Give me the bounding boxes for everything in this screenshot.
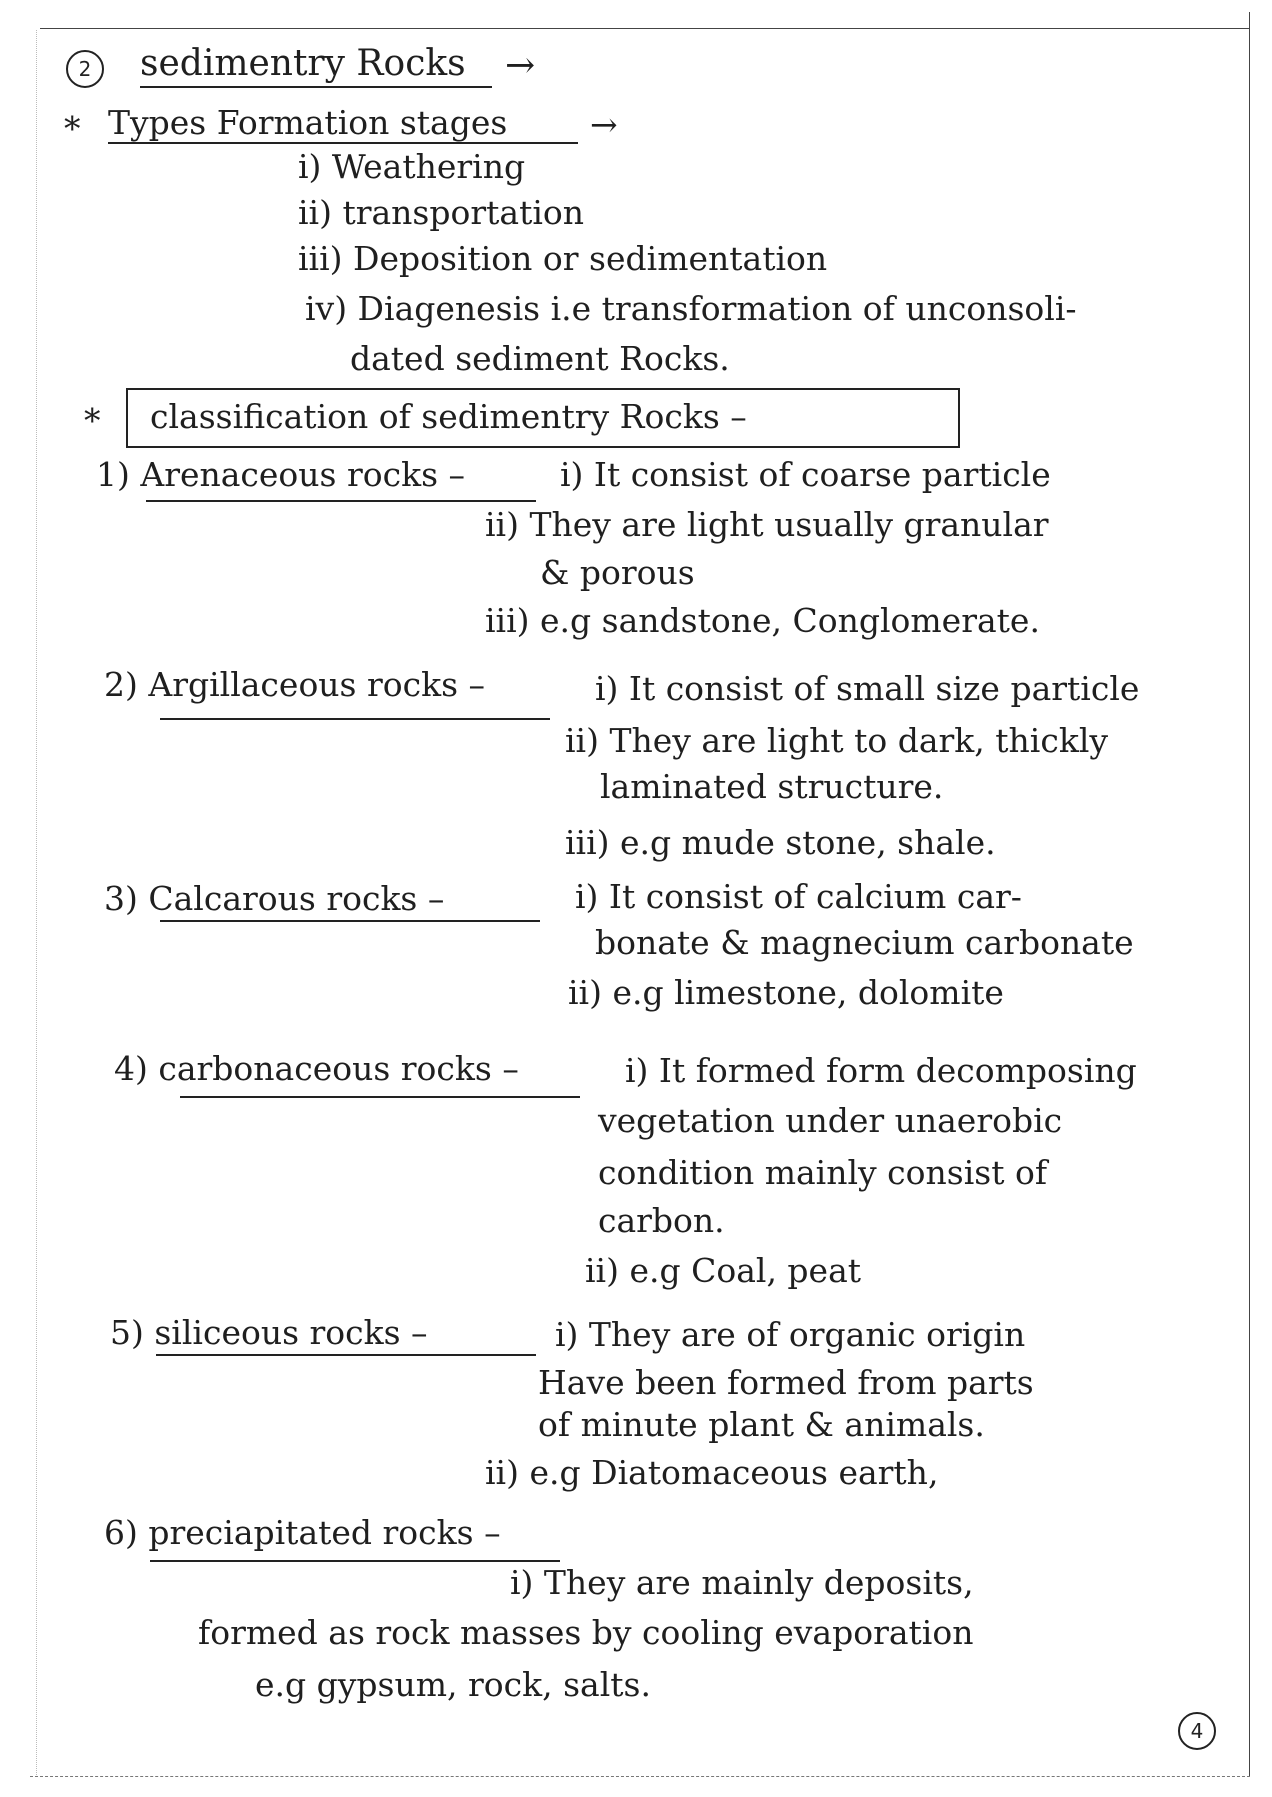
- rock-type-point: ii) They are light usually granular: [485, 505, 1049, 544]
- rock-type-point: ii) They are light to dark, thickly: [565, 721, 1109, 760]
- section-title: sedimentry Rocks: [140, 43, 466, 84]
- rock-type-underline: [150, 1560, 560, 1562]
- rock-type-point: i) It consist of small size particle: [595, 669, 1140, 708]
- rock-type-point: formed as rock masses by cooling evaporation: [198, 1613, 974, 1652]
- rock-type-point: ii) e.g limestone, dolomite: [568, 973, 1004, 1012]
- rock-type-name: 1) Arenaceous rocks –: [96, 455, 466, 494]
- rock-type-point: laminated structure.: [600, 767, 944, 806]
- formation-bullet: *: [64, 109, 81, 148]
- rock-type-point: Have been formed from parts: [538, 1363, 1034, 1402]
- formation-stage-continued: dated sediment Rocks.: [350, 339, 730, 378]
- rock-type-underline: [146, 500, 536, 502]
- rock-type-underline: [160, 920, 540, 922]
- rock-type-point: i) It consist of calcium car-: [575, 877, 1022, 916]
- page-border-left: [36, 30, 37, 1775]
- rock-type-underline: [156, 1354, 536, 1356]
- formation-arrow: →: [590, 105, 618, 144]
- classification-bullet: *: [84, 401, 101, 440]
- rock-type-point: iii) e.g mude stone, shale.: [565, 823, 996, 862]
- formation-stage: iv) Diagenesis i.e transformation of unconsoli-: [305, 289, 1077, 328]
- page-number: 4: [1178, 1712, 1216, 1750]
- rock-type-point: & porous: [540, 553, 695, 592]
- section-title-arrow: →: [505, 45, 536, 86]
- rock-type-underline: [180, 1096, 580, 1098]
- rock-type-point: i) They are mainly deposits,: [510, 1563, 974, 1602]
- formation-stage: i) Weathering: [298, 147, 526, 186]
- page-border-bottom: [30, 1776, 1250, 1777]
- page-border-right: [1249, 12, 1250, 1777]
- rock-type-name: 2) Argillaceous rocks –: [104, 665, 486, 704]
- classification-title: classification of sedimentry Rocks –: [150, 397, 747, 436]
- formation-stage: iii) Deposition or sedimentation: [298, 239, 828, 278]
- page-border-top: [40, 28, 1250, 29]
- formation-stage: ii) transportation: [298, 193, 585, 232]
- rock-type-point: condition mainly consist of: [598, 1153, 1048, 1192]
- rock-type-point: ii) e.g Coal, peat: [585, 1251, 862, 1290]
- rock-type-name: 3) Calcarous rocks –: [104, 879, 445, 918]
- rock-type-point: i) It consist of coarse particle: [560, 455, 1051, 494]
- section-number: 2: [66, 50, 104, 88]
- rock-type-point: carbon.: [598, 1201, 725, 1240]
- rock-type-point: of minute plant & animals.: [538, 1405, 985, 1444]
- rock-type-point: ii) e.g Diatomaceous earth,: [485, 1453, 939, 1492]
- rock-type-point: i) They are of organic origin: [555, 1315, 1026, 1354]
- rock-type-name: 4) carbonaceous rocks –: [114, 1049, 519, 1088]
- section-title-underline: [140, 86, 492, 88]
- rock-type-underline: [160, 718, 550, 720]
- formation-title: Types Formation stages: [108, 103, 508, 142]
- formation-title-underline: [108, 142, 578, 144]
- rock-type-point: vegetation under unaerobic: [598, 1101, 1063, 1140]
- rock-type-point: iii) e.g sandstone, Conglomerate.: [485, 601, 1040, 640]
- rock-type-point: bonate & magnecium carbonate: [595, 923, 1134, 962]
- rock-type-name: 5) siliceous rocks –: [110, 1313, 428, 1352]
- rock-type-point: i) It formed form decomposing: [625, 1051, 1137, 1090]
- rock-type-name: 6) preciapitated rocks –: [104, 1513, 501, 1552]
- rock-type-point: e.g gypsum, rock, salts.: [255, 1665, 651, 1704]
